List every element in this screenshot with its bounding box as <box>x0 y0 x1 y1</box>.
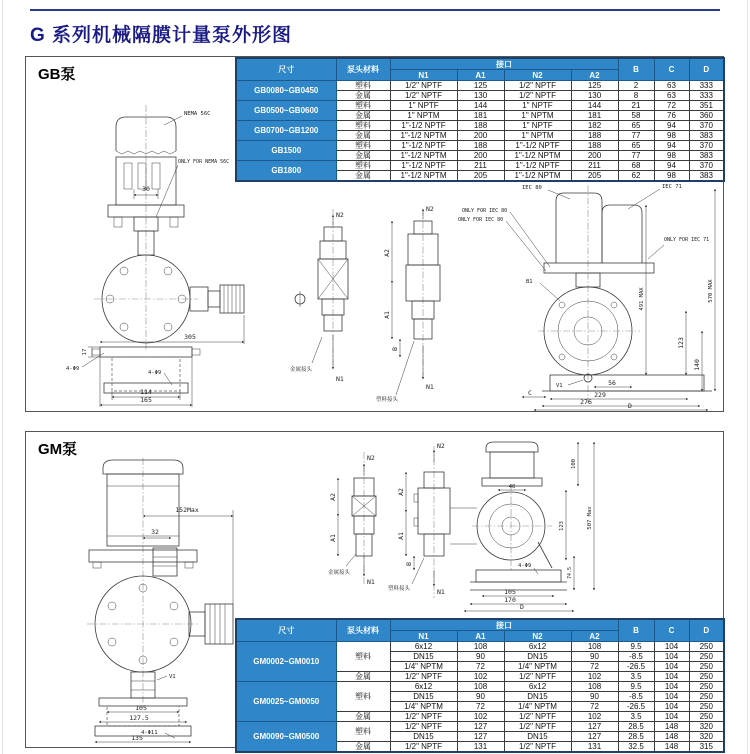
col-header-c: C <box>654 619 689 642</box>
cell: 125 <box>457 81 504 91</box>
cell: 104 <box>654 642 689 652</box>
col-header-n2: N2 <box>504 631 571 642</box>
dim-label: 507 Max <box>587 506 593 530</box>
col-header-port: 接口 <box>390 619 618 631</box>
cell: 1" NPTM <box>504 111 571 121</box>
cell: 1/2" NPTF <box>504 722 571 732</box>
cell: 104 <box>654 692 689 702</box>
size-cell: GB0700~GB1200 <box>236 121 336 141</box>
cell: 21 <box>618 101 654 111</box>
table-header-row <box>236 58 724 70</box>
top-rule <box>30 9 720 11</box>
cell: 130 <box>457 91 504 101</box>
cell: 63 <box>654 91 689 101</box>
cell: 9.5 <box>618 642 654 652</box>
cell: 250 <box>689 692 724 702</box>
cell: 28.5 <box>618 732 654 742</box>
col-header-n1: N1 <box>390 631 457 642</box>
cell: 1/2" NPTF <box>504 81 571 91</box>
cell: 205 <box>571 171 618 182</box>
section-symbol <box>295 291 305 307</box>
cell: 102 <box>571 672 618 682</box>
cell: 塑料 <box>336 141 390 151</box>
cell: DN15 <box>504 732 571 742</box>
dim-label: 105 <box>135 704 147 712</box>
cell: 102 <box>571 712 618 722</box>
port-label: N1 <box>367 578 375 586</box>
cell: 144 <box>457 101 504 111</box>
table-row <box>236 642 724 652</box>
hole-label: 4-Φ9 <box>518 563 532 569</box>
hole-label: 4-Φ9 <box>148 370 162 376</box>
cell: 1/2" NPTF <box>504 91 571 101</box>
cell: 3.5 <box>618 712 654 722</box>
fitting-label: 金属接头 <box>290 367 313 373</box>
col-header-port: 接口 <box>390 58 618 70</box>
col-header-material: 泵头材料 <box>336 619 390 642</box>
cell: 250 <box>689 712 724 722</box>
cell: 72 <box>571 702 618 712</box>
hole-label: 4-Φ11 <box>141 730 158 736</box>
dim-label: A1 <box>397 532 405 540</box>
dim-label: 170 <box>504 596 516 604</box>
size-cell: GB0080~GB0450 <box>236 81 336 101</box>
cell: 108 <box>571 682 618 692</box>
cell: 1"-1/2 NPTM <box>390 171 457 182</box>
cell: 塑料 <box>336 642 390 672</box>
dimensions <box>66 111 244 407</box>
metal-fitting-stack <box>290 209 348 383</box>
dim-label: A2 <box>397 488 405 496</box>
gb-spec-table <box>235 57 725 182</box>
cell: 127 <box>571 732 618 742</box>
cell: 315 <box>689 742 724 753</box>
fitting-label: 金属接头 <box>328 570 351 576</box>
cell: 333 <box>689 81 724 91</box>
cell: 188 <box>457 141 504 151</box>
cell: 131 <box>457 742 504 753</box>
cell: 63 <box>654 81 689 91</box>
dim-label: C <box>528 389 532 397</box>
cell: 1"-1/2 NPTF <box>390 161 457 171</box>
cell: 65 <box>618 141 654 151</box>
cell: 1/2" NPTF <box>504 742 571 753</box>
note-label: ONLY FOR IEC 71 <box>664 237 710 243</box>
cell: 104 <box>654 652 689 662</box>
cell: 148 <box>654 732 689 742</box>
cell: 98 <box>654 171 689 182</box>
col-header-d: D <box>689 58 724 81</box>
cell: 1"-1/2 NPTM <box>390 151 457 161</box>
dim-label: 123 <box>559 521 565 531</box>
cell: 104 <box>654 672 689 682</box>
page-edge-right <box>747 0 748 754</box>
cell: 370 <box>689 121 724 131</box>
cell: 1"-1/2 NPTM <box>390 131 457 141</box>
gb-panel <box>25 56 724 412</box>
cell: 383 <box>689 171 724 182</box>
col-header-c: C <box>654 58 689 81</box>
cell: 250 <box>689 662 724 672</box>
cell: 250 <box>689 642 724 652</box>
cell: 188 <box>571 131 618 141</box>
cell: 65 <box>618 121 654 131</box>
port-label: N2 <box>437 442 445 450</box>
cell: 8 <box>618 91 654 101</box>
cell: 1"-1/2 NPTM <box>504 171 571 182</box>
pump-head <box>87 576 199 672</box>
cell: 1/2" NPTF <box>504 672 571 682</box>
dim-label: 123 <box>677 337 685 349</box>
cell: 188 <box>457 121 504 131</box>
dim-label: 40 <box>508 484 516 490</box>
cell: 塑料 <box>336 101 390 111</box>
cell: 200 <box>571 151 618 161</box>
port-label: N1 <box>336 375 344 383</box>
cell: 1"-1/2 NPTM <box>504 151 571 161</box>
dim-label: A2 <box>329 493 337 501</box>
cell: 127 <box>457 732 504 742</box>
size-cell: GB1500 <box>236 141 336 161</box>
cell: 72 <box>571 662 618 672</box>
dim-label: A1 <box>383 311 391 319</box>
cell: DN15 <box>504 652 571 662</box>
cell: 1/4" NPTM <box>390 662 457 672</box>
cell: 塑料 <box>336 682 390 712</box>
cell: 182 <box>571 121 618 131</box>
table-row <box>236 722 724 732</box>
cell: 94 <box>654 161 689 171</box>
gm-panel-label: GM泵 <box>38 441 78 458</box>
cell: 102 <box>457 712 504 722</box>
gb-panel-label: GB泵 <box>38 66 76 83</box>
dim-label: 305 <box>184 333 196 341</box>
valve-label: V1 <box>556 383 563 389</box>
dim-label: 30 <box>142 185 150 193</box>
cell: 200 <box>457 151 504 161</box>
cell: 360 <box>689 111 724 121</box>
table-row <box>236 141 724 151</box>
cell: 98 <box>654 151 689 161</box>
cell: 72 <box>654 101 689 111</box>
cell: 2 <box>618 81 654 91</box>
cell: 130 <box>571 91 618 101</box>
gm-spec-table <box>235 618 725 753</box>
dim-label: 135 <box>131 734 143 742</box>
cell: 127 <box>571 722 618 732</box>
cell: 77 <box>618 131 654 141</box>
cell: 1/2" NPTF <box>390 742 457 753</box>
cell: 1"-1/2 NPTF <box>504 141 571 151</box>
size-cell: GM0002~GM0010 <box>236 642 336 682</box>
cell: 94 <box>654 141 689 151</box>
cell: -8.5 <box>618 652 654 662</box>
cell: 1"-1/2 NPTF <box>390 121 457 131</box>
gm-side-drawing <box>326 438 616 614</box>
dim-label: D <box>628 402 632 410</box>
dim-label: 114 <box>140 388 152 396</box>
dim-label: B <box>405 562 413 566</box>
cell: 108 <box>457 682 504 692</box>
cell: 320 <box>689 732 724 742</box>
cell: 金属 <box>336 151 390 161</box>
fitting-label: 塑料接头 <box>388 586 411 592</box>
cell: 102 <box>457 672 504 682</box>
cell: 9.5 <box>618 682 654 692</box>
annotations <box>464 442 594 611</box>
cell: 1/2" NPTF <box>390 672 457 682</box>
cell: 94 <box>654 121 689 131</box>
cell: 144 <box>571 101 618 111</box>
cell: 72 <box>457 662 504 672</box>
cell: 148 <box>654 742 689 753</box>
dim-label: A2 <box>383 249 391 257</box>
col-header-size: 尺寸 <box>236 619 336 642</box>
cell: 72 <box>457 702 504 712</box>
dim-label: 276 <box>580 398 592 406</box>
gb-side-drawing <box>288 179 723 411</box>
cell: 28.5 <box>618 722 654 732</box>
cell: 131 <box>571 742 618 753</box>
side-valve <box>190 285 244 313</box>
cell: 1/2" NPTF <box>390 91 457 101</box>
cell: 1" NPTF <box>504 101 571 111</box>
gb-front-drawing <box>38 99 258 409</box>
cell: 1" NPTF <box>504 121 571 131</box>
cell: 金属 <box>336 672 390 682</box>
cell: 211 <box>571 161 618 171</box>
dim-label: 56 <box>608 379 616 387</box>
dim-label: 74.5 <box>567 566 573 580</box>
cell: 104 <box>654 702 689 712</box>
cell: -8.5 <box>618 692 654 702</box>
cell: 181 <box>571 111 618 121</box>
size-cell: GB1800 <box>236 161 336 182</box>
dim-label: A1 <box>329 534 337 542</box>
cell: 250 <box>689 672 724 682</box>
cell: 127 <box>457 722 504 732</box>
cell: 1/2" NPTF <box>390 81 457 91</box>
table-row <box>236 121 724 131</box>
dim-label: D <box>520 603 524 611</box>
plastic-fitting-stack <box>376 205 440 403</box>
cell: 1/4" NPTM <box>390 702 457 712</box>
cell: 181 <box>457 111 504 121</box>
motor-type-label: IEC 80 <box>522 185 542 191</box>
dim-label: 229 <box>594 391 606 399</box>
annotations <box>458 184 715 410</box>
col-header-size: 尺寸 <box>236 58 336 81</box>
note-label: ONLY FOR IEC 80 <box>458 217 504 223</box>
cell: 90 <box>457 652 504 662</box>
gm-front-drawing <box>41 454 246 744</box>
note-label: ONLY FOR IEC 80 <box>462 208 508 214</box>
cell: 383 <box>689 131 724 141</box>
cell: 104 <box>654 662 689 672</box>
cell: 塑料 <box>336 722 390 742</box>
dim-label: 491 MAX <box>639 287 645 311</box>
cell: 塑料 <box>336 121 390 131</box>
table-header-row <box>236 619 724 631</box>
cell: 3.5 <box>618 672 654 682</box>
dim-label: 127.5 <box>129 714 149 722</box>
cell: 250 <box>689 682 724 692</box>
cell: 188 <box>571 141 618 151</box>
cell: 6x12 <box>504 682 571 692</box>
cell: 104 <box>654 682 689 692</box>
cell: 金属 <box>336 712 390 722</box>
cell: 62 <box>618 171 654 182</box>
cell: 68 <box>618 161 654 171</box>
port-label: N1 <box>437 588 445 596</box>
cell: 76 <box>654 111 689 121</box>
cell: 6x12 <box>504 642 571 652</box>
side-valve <box>189 604 233 644</box>
port-label: N1 <box>426 383 434 391</box>
dim-label: 17 <box>82 348 88 356</box>
gm-panel <box>25 431 724 751</box>
port-label: N2 <box>336 211 344 219</box>
cell: 90 <box>571 692 618 702</box>
cell: 1" NPTM <box>390 111 457 121</box>
cell: 塑料 <box>336 161 390 171</box>
cell: 370 <box>689 161 724 171</box>
cell: 金属 <box>336 171 390 182</box>
valve-label: V1 <box>169 674 176 680</box>
cell: 108 <box>571 642 618 652</box>
col-header-a1: A1 <box>457 631 504 642</box>
cell: 1/4" NPTM <box>504 662 571 672</box>
dim-label: 165 <box>140 396 152 404</box>
dim-label: 32 <box>151 528 159 536</box>
port-label: N2 <box>367 454 375 462</box>
cell: 250 <box>689 702 724 712</box>
cell: 148 <box>654 722 689 732</box>
size-cell: GB0500~GB0600 <box>236 101 336 121</box>
cell: 1"-1/2 NPTF <box>504 161 571 171</box>
cell: 98 <box>654 131 689 141</box>
base <box>92 347 200 393</box>
dim-label: 570 MAX <box>708 279 714 303</box>
col-header-a1: A1 <box>457 70 504 81</box>
port-label: N2 <box>426 205 434 213</box>
cell: 金属 <box>336 111 390 121</box>
cell: 383 <box>689 151 724 161</box>
size-cell: GM0025~GM0050 <box>236 682 336 722</box>
col-header-n2: N2 <box>504 70 571 81</box>
dim-label: 152Max <box>175 506 199 514</box>
cell: 104 <box>654 712 689 722</box>
cell: 320 <box>689 722 724 732</box>
cell: 108 <box>457 642 504 652</box>
cell: 58 <box>618 111 654 121</box>
table-row <box>236 101 724 111</box>
col-header-a2: A2 <box>571 70 618 81</box>
table-row <box>236 161 724 171</box>
cell: 90 <box>457 692 504 702</box>
pump-side-view <box>450 442 567 590</box>
size-cell: GM0090~GM0500 <box>236 722 336 753</box>
cell: 90 <box>571 652 618 662</box>
cell: 1" NPTM <box>504 131 571 141</box>
col-header-n1: N1 <box>390 70 457 81</box>
plastic-fitting-stack <box>388 442 450 598</box>
cell: 77 <box>618 151 654 161</box>
cell: 6x12 <box>390 682 457 692</box>
cell: -26.5 <box>618 702 654 712</box>
col-header-b: B <box>618 58 654 81</box>
col-header-b: B <box>618 619 654 642</box>
cell: 32.5 <box>618 742 654 753</box>
cell: 塑料 <box>336 81 390 91</box>
col-header-d: D <box>689 619 724 642</box>
dim-label: 100 <box>571 459 577 469</box>
cell: 1" NPTF <box>390 101 457 111</box>
cell: -26.5 <box>618 662 654 672</box>
page-title: G 系列机械隔膜计量泵外形图 <box>30 25 293 46</box>
cell: 250 <box>689 652 724 662</box>
note-label: ONLY FOR NEMA 56C <box>178 159 230 165</box>
dim-label: 140 <box>693 359 701 371</box>
metal-fitting-stack <box>328 452 376 586</box>
cell: 211 <box>457 161 504 171</box>
motor-type-label: NEMA 56C <box>184 111 211 117</box>
col-header-a2: A2 <box>571 631 618 642</box>
cell: 205 <box>457 171 504 182</box>
table-row <box>236 81 724 91</box>
motor-type-label: IEC 71 <box>662 184 682 190</box>
cell: 200 <box>457 131 504 141</box>
cell: 125 <box>571 81 618 91</box>
cell: 金属 <box>336 131 390 141</box>
cell: 1/2" NPTF <box>504 712 571 722</box>
cell: 370 <box>689 141 724 151</box>
dim-label: 105 <box>504 588 516 596</box>
cell: 1/2" NPTF <box>390 712 457 722</box>
cell: DN15 <box>390 692 457 702</box>
valve-label: B1 <box>526 279 533 285</box>
hole-label: 4-Φ9 <box>66 366 80 372</box>
cell: 金属 <box>336 742 390 753</box>
dim-label: B <box>391 347 399 351</box>
page-edge-left <box>2 0 3 754</box>
cell: 333 <box>689 91 724 101</box>
cell: DN15 <box>390 652 457 662</box>
cell: 1/4" NPTM <box>504 702 571 712</box>
cell: 1"-1/2 NPTF <box>390 141 457 151</box>
cell: 1/2" NPTF <box>390 722 457 732</box>
cell: DN15 <box>390 732 457 742</box>
cell: DN15 <box>504 692 571 702</box>
col-header-material: 泵头材料 <box>336 58 390 81</box>
cell: 6x12 <box>390 642 457 652</box>
cell: 金属 <box>336 91 390 101</box>
table-row <box>236 682 724 692</box>
cell: 351 <box>689 101 724 111</box>
fitting-label: 塑料接头 <box>376 397 399 403</box>
